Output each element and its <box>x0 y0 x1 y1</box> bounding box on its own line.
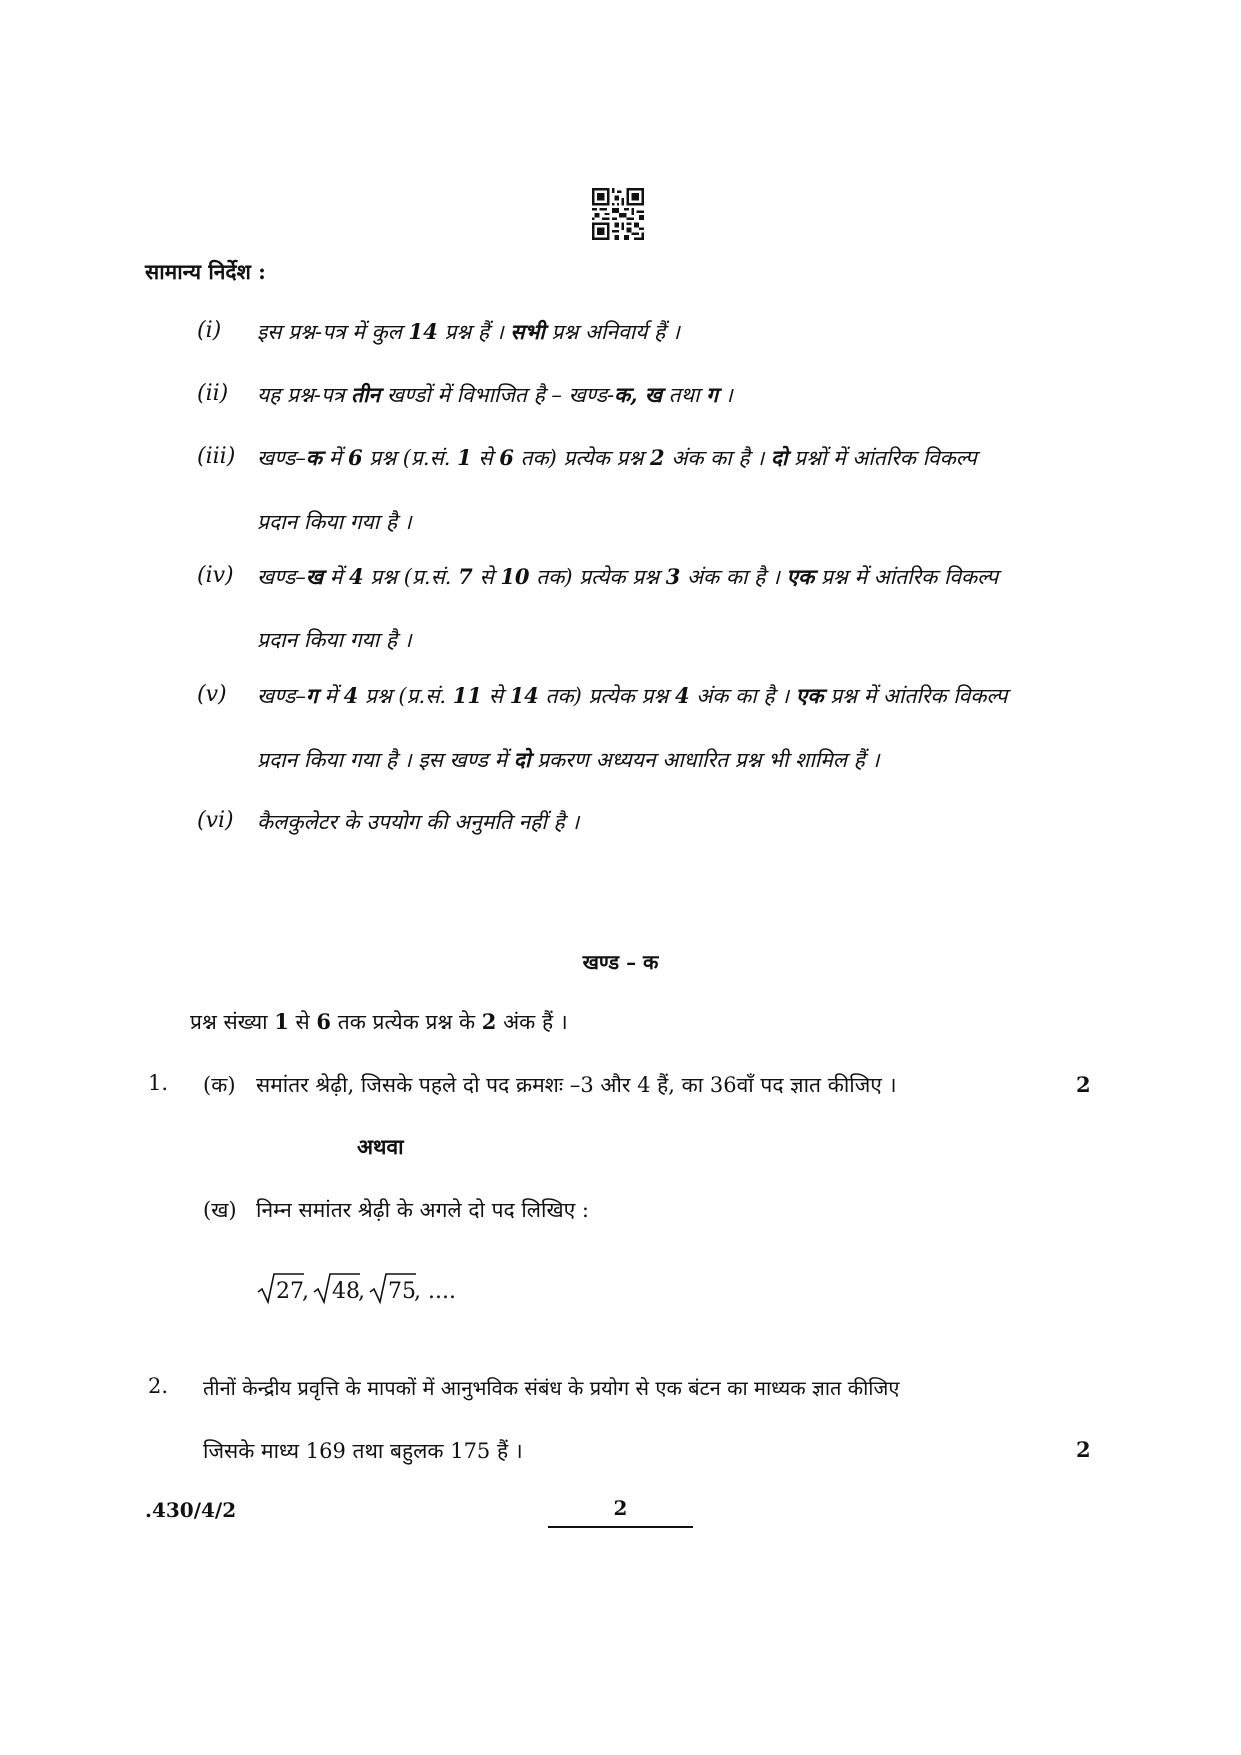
instruction-number: (iii) <box>197 444 236 469</box>
qr-code <box>592 188 644 240</box>
svg-text:,: , <box>302 1279 309 1304</box>
paper-code: .430/4/2 <box>145 1498 237 1522</box>
svg-text:,: , <box>358 1279 365 1304</box>
question-text: तीनों केन्द्रीय प्रवृत्ति के मापकों में आनुभविक संबंध के प्रयोग से एक बंटन का माध्यक ज्ञात कीजिए <box>203 1376 900 1400</box>
question-number: 1. <box>148 1071 169 1095</box>
sqrt-term: 27 <box>276 1279 304 1304</box>
instruction-text: प्रदान किया गया है । इस खण्ड में दो प्रकरण अध्ययन आधारित प्रश्न भी शामिल हैं । <box>257 747 880 772</box>
question-text: समांतर श्रेढ़ी, जिसके पहले दो पद क्रमशः –3 और 4 हैं, का 36वाँ पद ज्ञात कीजिए । <box>256 1073 897 1097</box>
instruction-text: खण्ड–ग में 4 प्रश्न (प्र.सं. 11 से 14 तक) प्रत्येक प्रश्न 4 अंक का है । एक प्रश्न में आंतरिक विकल्प <box>257 683 1008 708</box>
instruction-text: प्रदान किया गया है । <box>257 510 412 534</box>
instruction-number: (i) <box>197 318 222 343</box>
question-marks: 2 <box>1076 1437 1091 1462</box>
instruction-number: (v) <box>197 682 227 707</box>
instruction-number: (iv) <box>197 563 234 588</box>
question-text: निम्न समांतर श्रेढ़ी के अगले दो पद लिखिए : <box>256 1198 589 1222</box>
section-intro: प्रश्न संख्या 1 से 6 तक प्रत्येक प्रश्न के 2 अंक हैं । <box>190 1009 568 1034</box>
instruction-text: प्रदान किया गया है । <box>257 628 412 652</box>
instruction-number: (vi) <box>197 808 234 833</box>
instruction-text: खण्ड–ख में 4 प्रश्न (प्र.सं. 7 से 10 तक) प्रत्येक प्रश्न 3 अंक का है । एक प्रश्न में आंतरिक विकल्प <box>257 564 999 589</box>
instructions-heading: सामान्य निर्देश : <box>145 259 266 284</box>
instruction-text: यह प्रश्न-पत्र तीन खण्डों में विभाजित है – खण्ड-क, ख तथा ग । <box>257 382 733 407</box>
instruction-number: (ii) <box>197 381 229 406</box>
or-label: अथवा <box>357 1134 404 1159</box>
question-marks: 2 <box>1076 1072 1091 1097</box>
instruction-text: खण्ड–क में 6 प्रश्न (प्र.सं. 1 से 6 तक) प्रत्येक प्रश्न 2 अंक का है । दो प्रश्नों में आंतरिक विकल्प <box>257 445 977 470</box>
instruction-text: कैलकुलेटर के उपयोग की अनुमति नहीं है । <box>257 810 580 834</box>
sqrt-sequence <box>256 1268 496 1308</box>
page-number-rule <box>548 1526 693 1528</box>
section-title: खण्ड – क <box>582 950 659 974</box>
instruction-text: इस प्रश्न-पत्र में कुल 14 प्रश्न हैं । सभी प्रश्न अनिवार्य हैं । <box>257 319 680 344</box>
question-text: जिसके माध्य 169 तथा बहुलक 175 हैं । <box>203 1439 523 1463</box>
question-number: 2. <box>148 1374 169 1398</box>
question-part-label: (ख) <box>203 1198 237 1222</box>
question-part-label: (क) <box>203 1073 236 1097</box>
sqrt-term: 48 <box>332 1279 360 1304</box>
sqrt-term: 75 <box>388 1279 416 1304</box>
sequence-tail: , .... <box>414 1279 456 1304</box>
page-number: 2 <box>613 1496 628 1520</box>
